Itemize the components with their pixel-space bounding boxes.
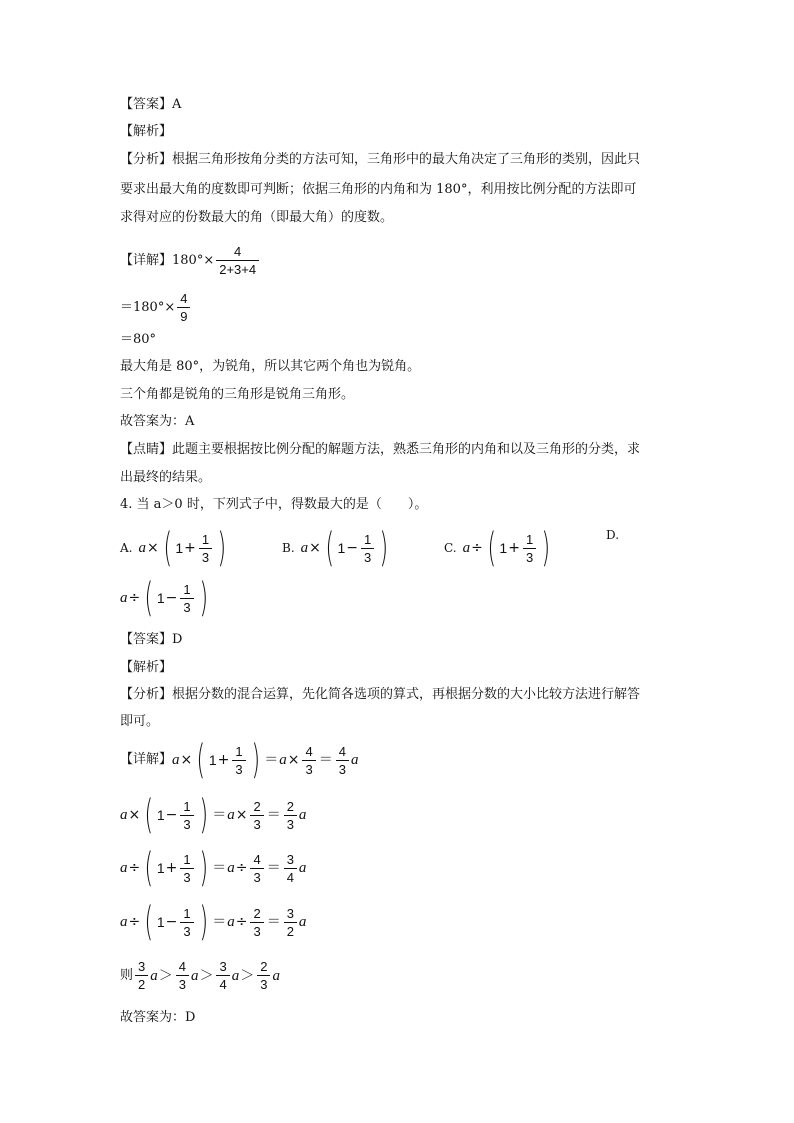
parenthesis-group xyxy=(193,737,263,783)
numerator: 4 xyxy=(305,743,313,759)
numerator: 1 xyxy=(201,531,210,547)
sign: − xyxy=(165,590,178,606)
one: 1 xyxy=(156,590,165,606)
equals: ＝ xyxy=(318,752,333,768)
paren-content xyxy=(157,851,196,886)
fraction xyxy=(177,290,190,325)
detail-row xyxy=(120,899,307,945)
denominator: 3 xyxy=(180,598,193,616)
left-paren: ( xyxy=(144,899,154,945)
answer-value: A xyxy=(172,97,182,112)
q4-final: 故答案为：D xyxy=(120,1010,196,1025)
variable: a xyxy=(462,539,471,556)
one: 1 xyxy=(156,860,165,876)
numerator: 1 xyxy=(183,905,191,921)
option-c xyxy=(444,525,554,571)
detail-row xyxy=(120,792,307,838)
dianjing-tag: 【点睛】 xyxy=(120,442,173,457)
numerator: 4 xyxy=(234,244,242,259)
greater-than: ＞ xyxy=(158,967,173,984)
fraction xyxy=(257,958,270,993)
q3-answer xyxy=(120,95,181,115)
paren-content xyxy=(157,905,196,940)
fenxi-tag: 【分析】 xyxy=(120,152,173,167)
fraction xyxy=(361,531,374,566)
xiangjie-tag: 【详解】 xyxy=(120,252,173,268)
numerator: 1 xyxy=(183,798,191,814)
answer-value: D xyxy=(172,632,183,647)
variable: a xyxy=(279,752,287,768)
option-letter: B. xyxy=(282,541,295,555)
operator: ÷ xyxy=(235,860,248,876)
fenxi-text: 根据分数的混合运算，先化简各选项的算式，再根据分数的大小比较方法进行解答 xyxy=(172,687,641,702)
option-letter: D. xyxy=(606,528,620,542)
variable: a xyxy=(300,539,309,556)
fraction xyxy=(199,531,212,566)
option-letter: C. xyxy=(444,541,457,555)
denominator: 3 xyxy=(523,548,536,566)
operator: × xyxy=(128,807,141,823)
q3-max-angle: 最大角是 80°，为锐角，所以其它两个角也为锐角。 xyxy=(120,359,421,374)
one: 1 xyxy=(156,807,165,823)
one: 1 xyxy=(156,914,165,930)
equals: ＝ xyxy=(212,914,227,930)
operator: ÷ xyxy=(128,860,141,876)
fenxi-text: 根据三角形按角分类的方法可知，三角形中的最大角决定了三角形的类别，因此只 xyxy=(172,152,641,167)
fraction xyxy=(284,851,297,886)
q3-step1 xyxy=(120,243,261,278)
variable: a xyxy=(150,967,158,984)
option-expression xyxy=(300,525,392,571)
fraction xyxy=(180,798,193,833)
answer-tag: 【答案】 xyxy=(120,97,173,112)
q3-all-acute: 三个角都是锐角的三角形是锐角三角形。 xyxy=(120,387,355,402)
q3-dianjing-line2: 出最终的结果。 xyxy=(120,470,212,485)
numerator: 3 xyxy=(286,905,294,921)
option-d xyxy=(606,528,625,542)
equals: ＝ xyxy=(264,752,279,768)
parenthesis-group xyxy=(484,525,554,571)
q3-step2 xyxy=(120,290,192,325)
option-d-expression xyxy=(120,575,211,621)
left-paren: ( xyxy=(144,845,154,891)
denominator: 3 xyxy=(176,975,189,993)
fraction xyxy=(232,743,245,778)
paren-content xyxy=(157,581,196,616)
q3-jiexi: 【解析】 xyxy=(120,124,173,139)
right-paren: ) xyxy=(217,525,227,571)
numerator: 2 xyxy=(286,798,294,814)
fraction xyxy=(302,743,315,778)
one: 1 xyxy=(499,540,508,556)
operator: ÷ xyxy=(128,914,141,930)
operator: × xyxy=(180,752,193,768)
parenthesis-group xyxy=(141,845,211,891)
q4-stem: 4. 当 a＞0 时，下列式子中，得数最大的是（ ）。 xyxy=(120,497,428,512)
option-a xyxy=(120,525,230,571)
denominator: 3 xyxy=(180,815,193,833)
operator: ÷ xyxy=(235,914,248,930)
sign: + xyxy=(165,860,178,876)
equals: ＝ xyxy=(212,807,227,823)
compare-prefix: 则 xyxy=(120,967,134,983)
q4-jiexi: 【解析】 xyxy=(120,660,173,675)
one: 1 xyxy=(337,540,346,556)
paren-content xyxy=(175,531,214,566)
parenthesis-group xyxy=(160,525,230,571)
numerator: 4 xyxy=(180,291,188,306)
q4-answer xyxy=(120,630,182,650)
fraction xyxy=(176,958,189,993)
operator: × xyxy=(235,807,248,823)
fraction xyxy=(250,851,263,886)
numerator: 1 xyxy=(183,581,191,597)
denominator: 3 xyxy=(232,760,245,778)
compare-chain xyxy=(120,958,280,993)
fraction xyxy=(284,905,297,940)
answer-tag: 【答案】 xyxy=(120,632,173,647)
denominator: 3 xyxy=(302,760,315,778)
sign: + xyxy=(184,540,196,556)
equals: ＝ xyxy=(266,914,281,930)
sign: − xyxy=(165,914,178,930)
denominator: 4 xyxy=(216,975,229,993)
numerator: 2 xyxy=(253,798,261,814)
left-paren: ( xyxy=(163,525,172,571)
denominator: 3 xyxy=(257,975,270,993)
paren-content xyxy=(337,531,376,566)
variable: a xyxy=(272,967,280,984)
option-expression xyxy=(138,525,229,571)
parenthesis-group xyxy=(141,792,211,838)
fraction xyxy=(180,905,193,940)
right-paren: ) xyxy=(199,845,208,891)
left-paren: ( xyxy=(196,737,206,783)
operator: ÷ xyxy=(128,590,141,606)
option-b xyxy=(282,525,392,571)
step1-prefix: 180°× xyxy=(172,252,215,268)
paren-content xyxy=(209,743,248,778)
operator: × xyxy=(287,752,300,768)
variable: a xyxy=(298,860,307,876)
fraction xyxy=(523,531,536,566)
variable: a xyxy=(120,914,128,930)
denominator: 2 xyxy=(284,922,297,940)
sign: − xyxy=(346,540,359,556)
denominator: 3 xyxy=(180,922,193,940)
q3-step3: ＝80° xyxy=(120,332,157,347)
operator: × xyxy=(146,540,159,556)
xiangjie-tag: 【详解】 xyxy=(120,752,173,767)
numerator: 1 xyxy=(525,531,534,547)
one: 1 xyxy=(208,752,217,768)
denominator: 3 xyxy=(199,548,212,566)
equals: ＝ xyxy=(212,860,227,876)
equals: ＝ xyxy=(266,860,281,876)
option-expression xyxy=(120,575,211,621)
paren-content xyxy=(499,531,538,566)
denominator: 3 xyxy=(250,815,263,833)
left-paren: ( xyxy=(325,525,334,571)
numerator: 4 xyxy=(253,851,261,867)
variable: a xyxy=(138,539,146,556)
right-paren: ) xyxy=(251,737,260,783)
paren-content xyxy=(157,798,196,833)
greater-than: ＞ xyxy=(240,967,255,984)
variable: a xyxy=(190,967,199,984)
q4-compare xyxy=(120,958,280,993)
denominator: 4 xyxy=(284,868,297,886)
numerator: 2 xyxy=(260,959,268,974)
fraction xyxy=(180,851,193,886)
numerator: 4 xyxy=(178,959,186,974)
math-row xyxy=(120,899,307,945)
numerator: 1 xyxy=(183,851,191,867)
variable: a xyxy=(227,914,235,930)
denominator: 3 xyxy=(250,868,263,886)
denominator: 3 xyxy=(336,760,349,778)
fraction xyxy=(180,581,193,616)
numerator: 3 xyxy=(286,851,294,867)
parenthesis-group xyxy=(322,525,392,571)
fenxi-tag: 【分析】 xyxy=(120,687,173,702)
right-paren: ) xyxy=(199,792,208,838)
fraction xyxy=(135,958,148,993)
option-expression xyxy=(462,525,554,571)
sign: + xyxy=(217,752,230,768)
denominator: 9 xyxy=(177,307,190,325)
operator: ÷ xyxy=(471,540,483,556)
variable: a xyxy=(172,752,180,768)
math-row xyxy=(120,845,307,891)
variable: a xyxy=(120,860,128,876)
greater-than: ＞ xyxy=(199,967,214,984)
left-paren: ( xyxy=(144,792,154,838)
variable: a xyxy=(227,807,235,823)
sign: − xyxy=(165,807,178,823)
variable: a xyxy=(120,807,128,823)
q4-fenxi-line2: 即可。 xyxy=(120,714,160,729)
denominator: 3 xyxy=(250,922,263,940)
denominator: 2+3+4 xyxy=(216,260,259,278)
detail-row xyxy=(120,845,307,891)
math-row xyxy=(120,737,359,783)
fraction xyxy=(250,905,263,940)
sign: + xyxy=(508,540,520,556)
numerator: 1 xyxy=(235,743,243,759)
q3-fenxi-line3: 求得对应的份数最大的角（即最大角）的度数。 xyxy=(120,210,394,225)
right-paren: ) xyxy=(199,575,208,621)
parenthesis-group xyxy=(141,575,211,621)
denominator: 3 xyxy=(284,815,297,833)
right-paren: ) xyxy=(379,525,389,571)
fraction xyxy=(216,958,229,993)
variable: a xyxy=(231,967,240,984)
variable: a xyxy=(298,914,307,930)
numerator: 3 xyxy=(138,959,146,974)
q3-fenxi-line1 xyxy=(120,150,640,170)
right-paren: ) xyxy=(199,899,208,945)
q3-dianjing-line1 xyxy=(120,440,640,460)
denominator: 3 xyxy=(180,868,193,886)
q3-final: 故答案为：A xyxy=(120,414,195,429)
operator: × xyxy=(309,540,321,556)
equals: ＝ xyxy=(266,807,281,823)
fraction xyxy=(250,798,263,833)
fraction xyxy=(336,743,349,778)
left-paren: ( xyxy=(144,575,154,621)
numerator: 3 xyxy=(219,959,227,974)
variable: a xyxy=(227,860,235,876)
left-paren: ( xyxy=(487,525,496,571)
math-row xyxy=(120,792,307,838)
denominator: 3 xyxy=(361,548,374,566)
one: 1 xyxy=(175,540,184,556)
numerator: 2 xyxy=(253,905,261,921)
q3-fenxi-line2: 要求出最大角的度数即可判断；依据三角形的内角和为 180°，利用按比例分配的方法即可 xyxy=(120,182,637,197)
dianjing-text: 此题主要根据按比例分配的解题方法，熟悉三角形的内角和以及三角形的分类，求 xyxy=(172,442,641,457)
detail-row xyxy=(120,737,359,783)
denominator: 2 xyxy=(135,975,148,993)
step2-prefix: ＝180°× xyxy=(120,299,176,315)
variable: a xyxy=(120,589,128,606)
fraction xyxy=(216,243,259,278)
numerator: 1 xyxy=(364,531,372,547)
variable: a xyxy=(350,752,359,768)
option-letter: A. xyxy=(120,541,133,555)
q4-fenxi-line1 xyxy=(120,685,640,705)
numerator: 4 xyxy=(338,743,346,759)
right-paren: ) xyxy=(541,525,551,571)
parenthesis-group xyxy=(141,899,211,945)
fraction xyxy=(284,798,297,833)
variable: a xyxy=(298,807,307,823)
